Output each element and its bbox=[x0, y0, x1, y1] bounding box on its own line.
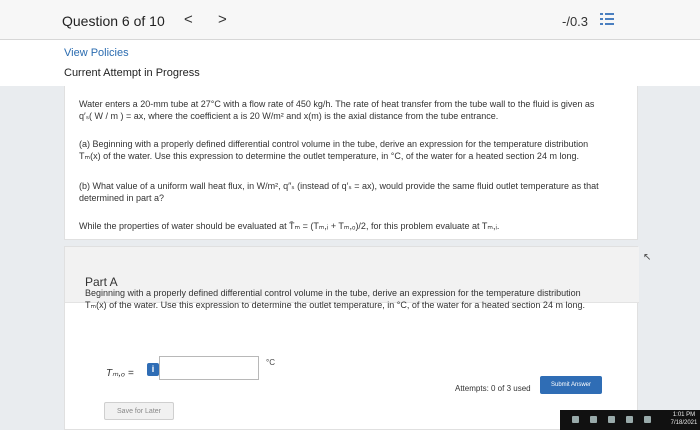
tray-app-icon[interactable] bbox=[608, 416, 615, 423]
policy-bar bbox=[0, 40, 700, 86]
tray-app-icon[interactable] bbox=[590, 416, 597, 423]
part-b-line-1: (b) What value of a uniform wall heat flux, in W/m², q″ₛ (instead of q′ₛ = ax), would provide the same fluid outlet temperature as that bbox=[79, 181, 599, 191]
part-title: Part A bbox=[85, 275, 118, 289]
previous-question-button[interactable]: < bbox=[184, 11, 193, 28]
view-policies-link[interactable]: View Policies bbox=[64, 47, 129, 59]
part-a-prompt-line-2: Tₘ(x) of the water. Use this expression to determine the outlet temperature, in °C, of the water for a heated section 24 m long. bbox=[85, 300, 585, 310]
volume-icon[interactable] bbox=[626, 416, 633, 423]
part-b-line-2: determined in part a? bbox=[79, 193, 165, 203]
save-for-later-button[interactable]: Save for Later bbox=[104, 402, 174, 420]
question-title: Question 6 of 10 bbox=[62, 13, 165, 29]
next-question-button[interactable]: > bbox=[218, 11, 227, 28]
part-a-line-1: (a) Beginning with a properly defined differential control volume in the tube, derive an expression for the temperature distribution bbox=[79, 139, 589, 149]
submit-answer-button[interactable]: Submit Answer bbox=[540, 376, 602, 394]
list-menu-icon[interactable] bbox=[600, 13, 614, 25]
attempt-status: Current Attempt in Progress bbox=[64, 67, 200, 79]
outlet-temperature-input[interactable] bbox=[159, 356, 259, 380]
mouse-cursor-icon: ↖ bbox=[643, 252, 652, 263]
attempts-counter: Attempts: 0 of 3 used bbox=[455, 384, 531, 393]
tray-app-icon[interactable] bbox=[572, 416, 579, 423]
score-display: -/0.3 bbox=[562, 14, 589, 29]
unit-label: °C bbox=[266, 358, 275, 367]
tray-date: 7/18/2021 bbox=[670, 420, 698, 426]
info-icon[interactable]: i bbox=[147, 363, 159, 376]
tray-clock[interactable] bbox=[670, 411, 698, 427]
problem-statement bbox=[64, 86, 638, 240]
part-a-prompt-line-1: Beginning with a properly defined differential control volume in the tube, derive an expression for the temperature distribution bbox=[85, 288, 581, 298]
tray-time: 1:01 PM bbox=[672, 412, 696, 418]
problem-line-1: Water enters a 20-mm tube at 27°C with a flow rate of 450 kg/h. The rate of heat transfer from the tube wall to the fluid is given as bbox=[79, 99, 595, 109]
part-a-line-2: Tₘ(x) of the water. Use this expression to determine the outlet temperature, in °C, of the water for a heated section 24 m long. bbox=[79, 151, 579, 161]
answer-label: Tₘ,ₒ = bbox=[106, 368, 134, 379]
network-icon[interactable] bbox=[644, 416, 651, 423]
properties-note: While the properties of water should be evaluated at T̄ₘ = (Tₘ,ᵢ + Tₘ,ₒ)/2, for this problem evaluate at Tₘ,ᵢ. bbox=[79, 221, 500, 231]
problem-line-2: q′ₛ( W / m ) = ax, where the coefficient a is 20 W/m² and x(m) is the axial distance from the tube entrance. bbox=[79, 111, 499, 121]
question-header bbox=[0, 0, 700, 40]
